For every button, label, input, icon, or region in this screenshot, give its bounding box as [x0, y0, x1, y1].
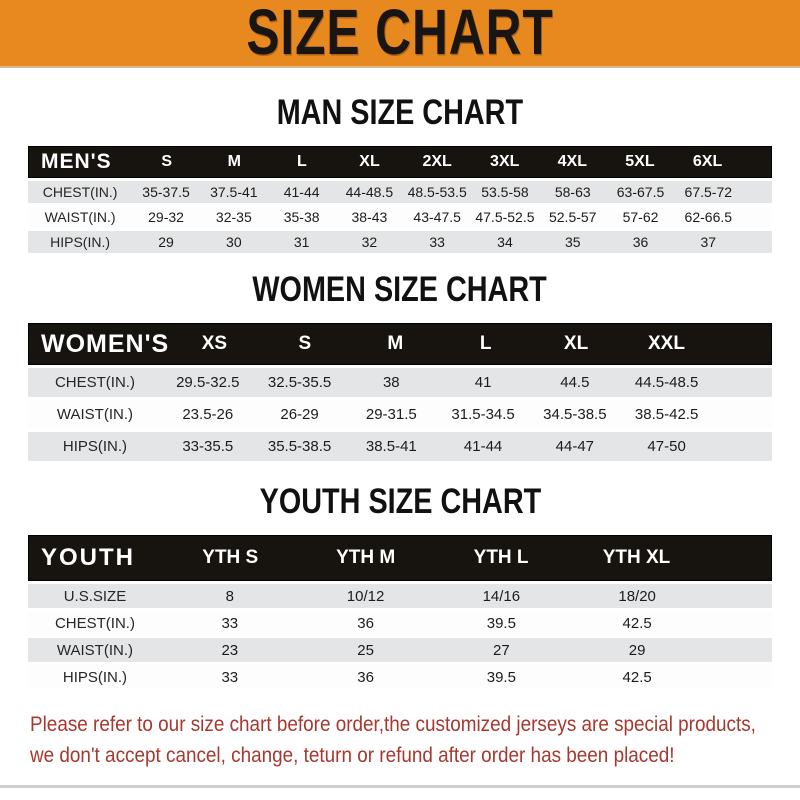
cell-value: 23 — [221, 641, 239, 659]
cell-value: 43-47.5 — [413, 209, 461, 225]
column-header: 2XL — [422, 153, 452, 170]
man-size-chart-section — [0, 68, 800, 253]
cell-value: 27 — [493, 641, 510, 659]
cell-value: 48.5-53.5 — [407, 184, 467, 200]
cell-value: 33 — [429, 234, 445, 250]
cell-value: 39.5 — [486, 668, 516, 686]
cell-value: 47.5-52.5 — [475, 209, 535, 225]
row-label: CHEST(IN.) — [42, 184, 118, 200]
table-header-label: WOMEN'S — [41, 329, 170, 358]
column-header: M — [387, 333, 404, 354]
column-header: L — [297, 153, 307, 170]
cell-value: 41 — [474, 374, 492, 391]
youth-section-title — [0, 461, 800, 535]
cell-value: 41-44 — [463, 438, 503, 455]
table-header-row — [28, 323, 772, 365]
bottom-divider — [0, 785, 800, 788]
row-label: CHEST(IN.) — [54, 374, 135, 391]
column-header: YTH M — [336, 547, 396, 568]
column-header: S — [161, 153, 173, 170]
cell-value: 35-37.5 — [142, 184, 190, 200]
row-label: U.S.SIZE — [63, 587, 127, 605]
cell-value: 37 — [700, 234, 717, 250]
cell-value: 44-47 — [555, 438, 595, 455]
cell-value: 62-66.5 — [684, 209, 733, 225]
row-label: CHEST(IN.) — [54, 614, 135, 632]
cell-value: 42.5 — [622, 668, 652, 686]
cell-value: 38 — [382, 374, 400, 391]
row-label: WAIST(IN.) — [56, 641, 133, 659]
cell-value: 37.5-41 — [210, 184, 258, 200]
cell-value: 41-44 — [283, 184, 320, 200]
column-header: XL — [563, 333, 589, 354]
cell-value: 30 — [226, 234, 242, 250]
women-section-title-text: WOMEN SIZE CHART — [252, 269, 548, 309]
row-label: HIPS(IN.) — [62, 668, 128, 686]
table-header-label: YOUTH — [41, 544, 135, 571]
cell-value: 36 — [632, 234, 649, 250]
column-header: YTH L — [473, 547, 529, 568]
column-header: M — [227, 153, 241, 170]
cell-value: 58-63 — [554, 184, 591, 200]
table-row — [28, 365, 772, 397]
row-label: WAIST(IN.) — [44, 209, 116, 225]
table-header-label: MEN'S — [41, 150, 112, 173]
women-size-table — [28, 323, 772, 461]
cell-value: 35.5-38.5 — [267, 438, 332, 455]
cell-value: 67.5-72 — [684, 184, 733, 200]
cell-value: 29 — [158, 234, 174, 250]
table-row — [28, 397, 772, 429]
table-row — [28, 429, 772, 461]
youth-size-table — [28, 535, 772, 689]
column-header: 3XL — [490, 153, 520, 170]
table-row — [28, 228, 772, 253]
man-section-title — [0, 68, 800, 146]
table-row — [28, 178, 772, 203]
man-section-title-text: MAN SIZE CHART — [276, 92, 524, 132]
cell-value: 38.5-41 — [365, 438, 417, 455]
cell-value: 31 — [293, 234, 310, 250]
cell-value: 29 — [628, 641, 646, 659]
cell-value: 29.5-32.5 — [176, 374, 240, 391]
column-header: XL — [359, 153, 380, 170]
cell-value: 32-35 — [215, 209, 252, 225]
cell-value: 52.5-57 — [548, 209, 597, 225]
youth-size-chart-section — [0, 461, 800, 689]
banner-title: SIZE CHART — [246, 0, 554, 69]
cell-value: 8 — [225, 587, 234, 605]
column-header: 4XL — [557, 153, 587, 170]
disclaimer-line-2: we don't accept cancel, change, teturn or refund after order has been placed! — [30, 744, 675, 767]
man-size-table — [28, 146, 772, 253]
cell-value: 42.5 — [622, 614, 652, 632]
cell-value: 36 — [357, 668, 374, 686]
cell-value: 32.5-35.5 — [267, 374, 332, 391]
cell-value: 34.5-38.5 — [543, 406, 607, 423]
row-label: HIPS(IN.) — [50, 234, 111, 250]
cell-value: 32 — [361, 234, 378, 250]
cell-value: 39.5 — [486, 614, 516, 632]
cell-value: 34 — [497, 234, 513, 250]
cell-value: 14/16 — [482, 587, 521, 605]
disclaimer — [0, 689, 800, 771]
table-header-row — [28, 146, 772, 178]
cell-value: 26-29 — [280, 406, 319, 423]
cell-value: 29-31.5 — [365, 406, 417, 423]
cell-value: 38.5-42.5 — [634, 406, 699, 423]
column-header: XS — [201, 333, 228, 354]
size-chart-banner — [0, 0, 800, 68]
youth-section-title-text: YOUTH SIZE CHART — [259, 481, 541, 521]
cell-value: 47-50 — [647, 438, 686, 455]
cell-value: 29-32 — [148, 209, 184, 225]
table-header-row — [28, 535, 772, 581]
table-row — [28, 203, 772, 228]
cell-value: 18/20 — [618, 587, 656, 605]
cell-value: 36 — [357, 614, 374, 632]
table-row — [28, 635, 772, 662]
column-header: S — [298, 333, 312, 354]
women-size-chart-section — [0, 253, 800, 461]
cell-value: 10/12 — [346, 587, 385, 605]
cell-value: 31.5-34.5 — [451, 406, 515, 423]
women-section-title — [0, 253, 800, 323]
column-header: L — [479, 333, 492, 354]
cell-value: 44.5-48.5 — [634, 374, 699, 391]
cell-value: 38-43 — [351, 209, 388, 225]
column-header: YTH XL — [602, 547, 671, 568]
column-header: XXL — [647, 333, 685, 354]
cell-value: 33-35.5 — [182, 438, 234, 455]
cell-value: 53.5-58 — [481, 184, 529, 200]
column-header: 5XL — [625, 153, 655, 170]
column-header: 6XL — [692, 153, 723, 170]
table-row — [28, 662, 772, 689]
cell-value: 25 — [357, 641, 374, 659]
cell-value: 44-48.5 — [345, 184, 394, 200]
cell-value: 35-38 — [283, 209, 320, 225]
cell-value: 33 — [221, 614, 239, 632]
cell-value: 44.5 — [560, 374, 590, 391]
column-header: YTH S — [202, 547, 259, 568]
table-row — [28, 581, 772, 608]
disclaimer-line-1: Please refer to our size chart before order,the customized jerseys are special products, — [30, 713, 756, 736]
row-label: WAIST(IN.) — [56, 406, 133, 423]
cell-value: 57-62 — [622, 209, 659, 225]
cell-value: 33 — [221, 668, 239, 686]
table-row — [28, 608, 772, 635]
cell-value: 63-67.5 — [616, 184, 665, 200]
cell-value: 23.5-26 — [182, 406, 234, 423]
cell-value: 35 — [564, 234, 581, 250]
row-label: HIPS(IN.) — [62, 438, 128, 455]
